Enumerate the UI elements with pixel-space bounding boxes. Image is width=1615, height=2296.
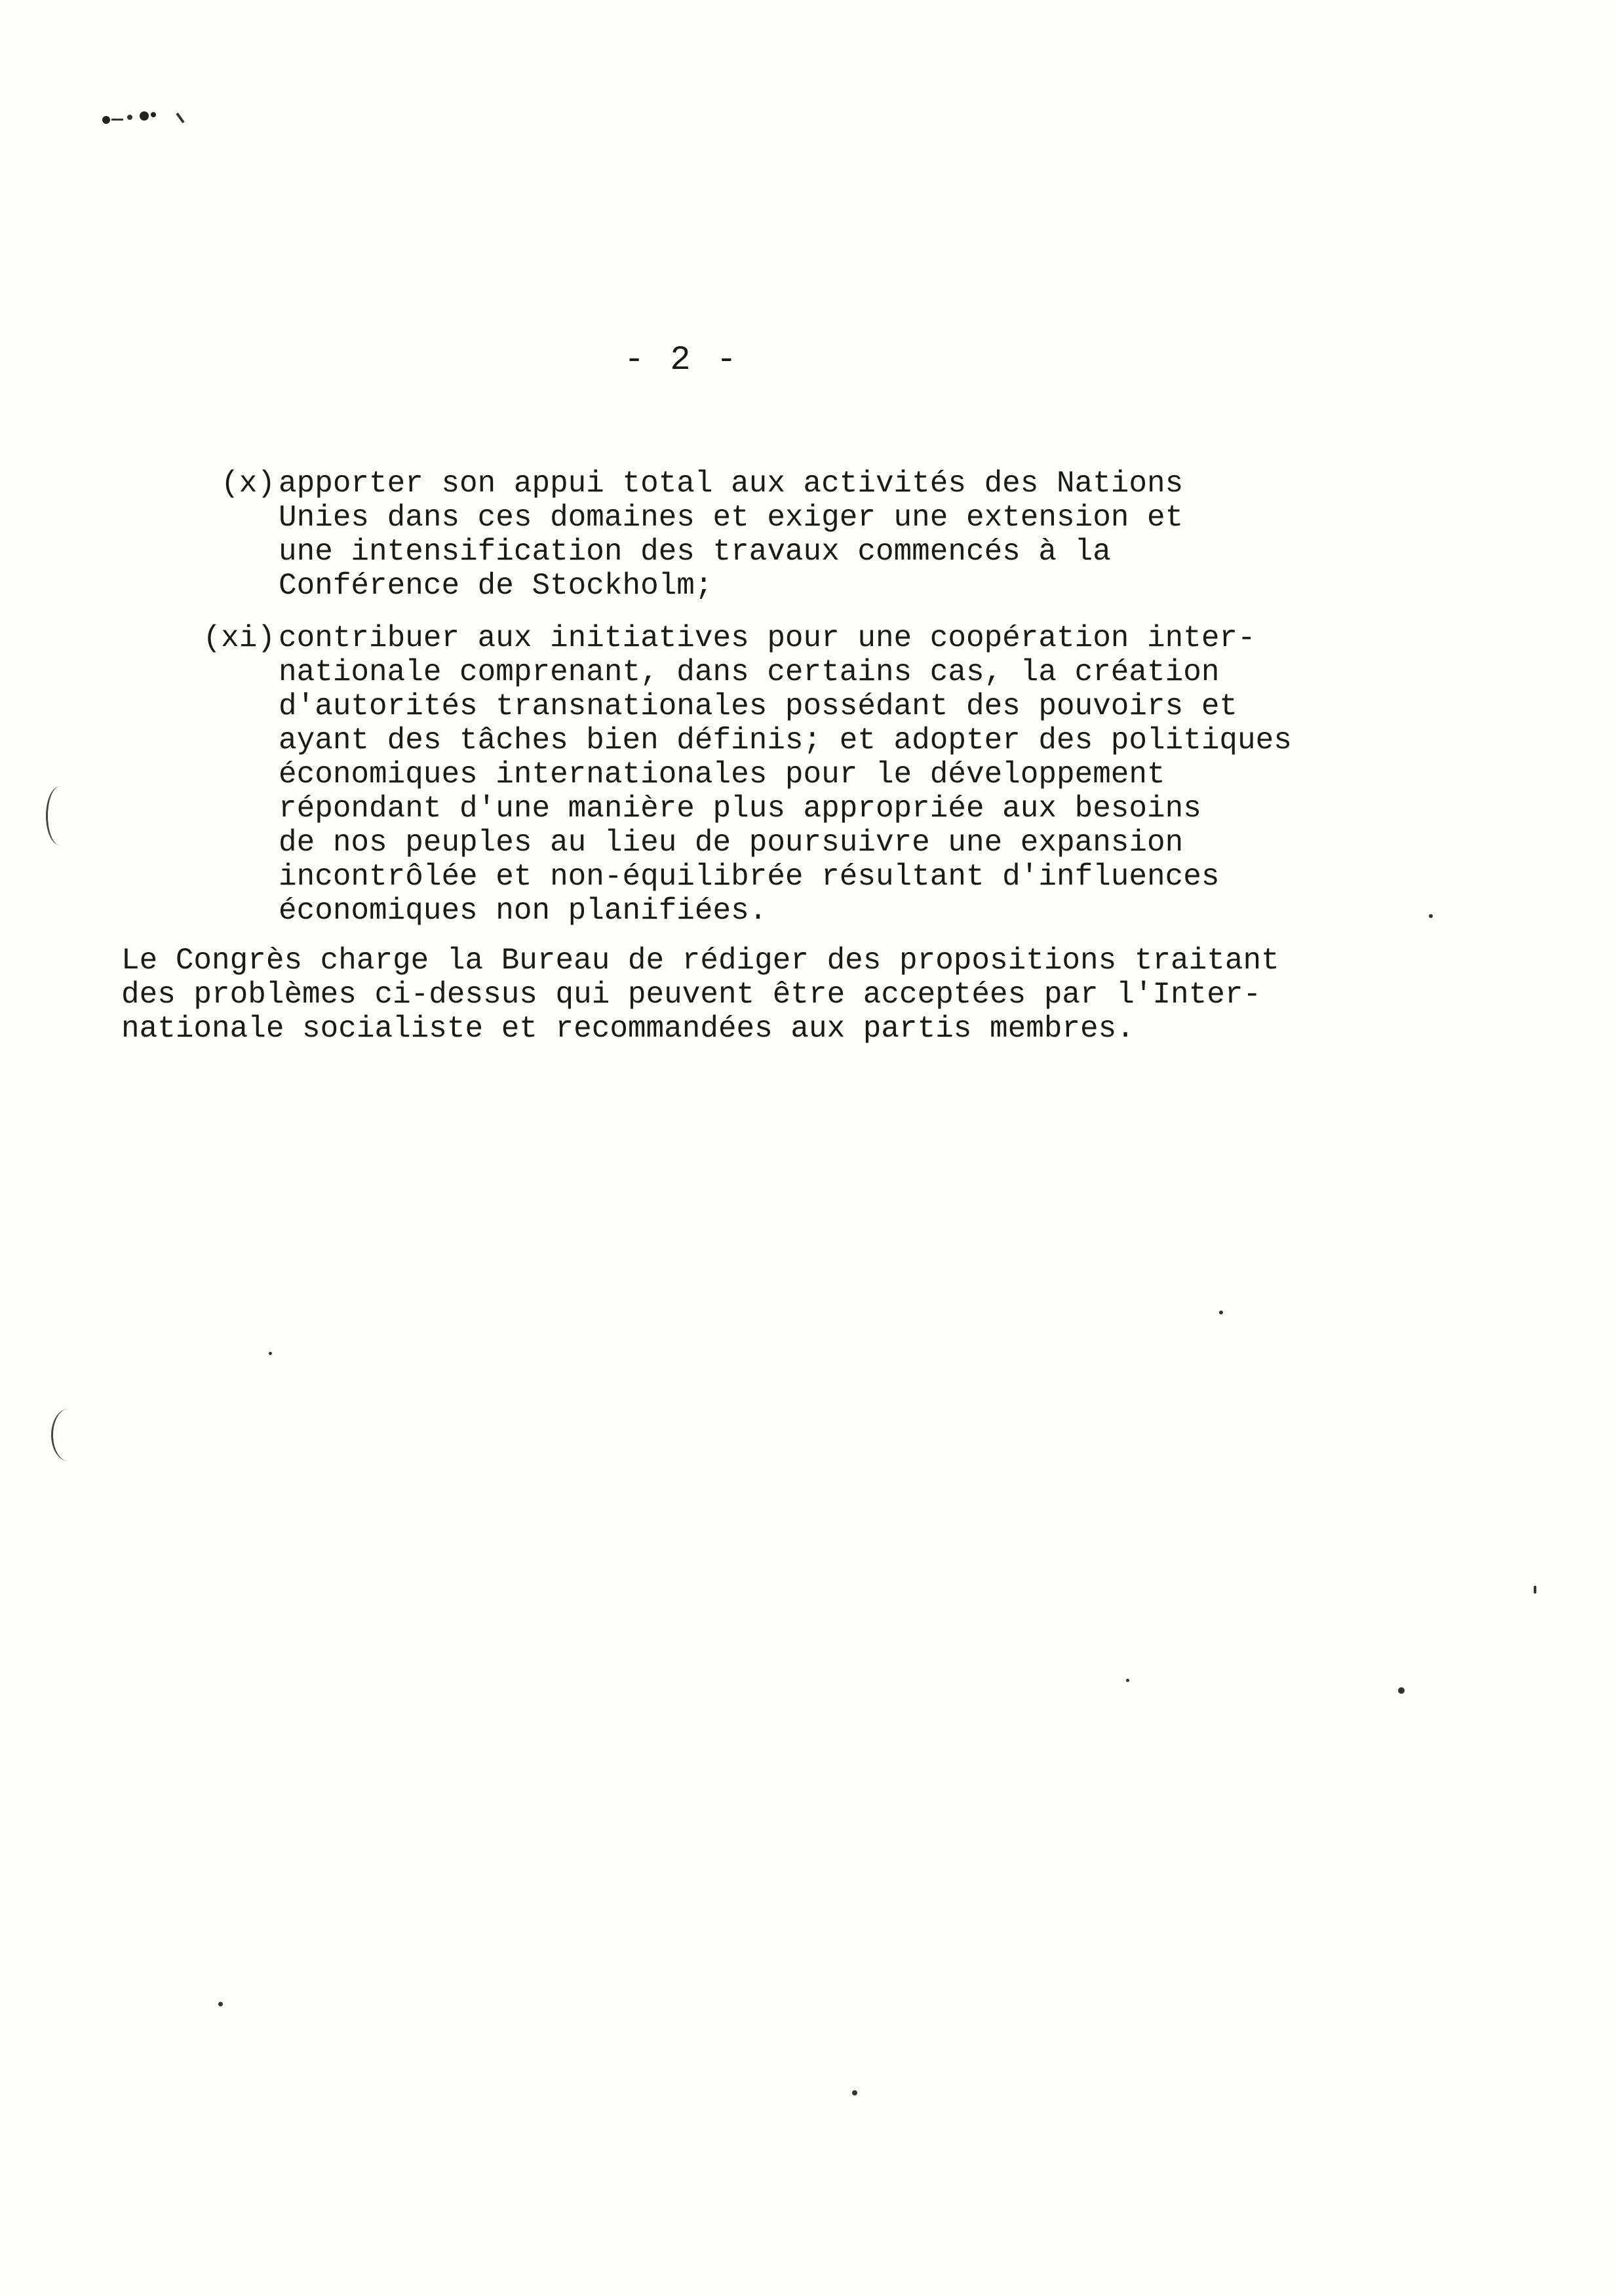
text-line: une intensification des travaux commencés à la (279, 535, 1111, 569)
list-item-label: (xi) (203, 621, 275, 655)
text-line: d'autorités transnationales possédant des pouvoirs et (279, 689, 1238, 723)
scan-speck (1429, 914, 1433, 918)
closing-paragraph (121, 944, 1498, 1046)
scan-speck (269, 1352, 272, 1355)
scan-speck (852, 2090, 857, 2095)
text-line: nationale socialiste et recommandées aux partis membres. (121, 1012, 1135, 1046)
text-line: Unies dans ces domaines et exiger une extension et (279, 501, 1184, 535)
scan-smudge-icon (98, 108, 203, 128)
scan-speck (218, 2002, 223, 2006)
text-line: Conférence de Stockholm; (279, 569, 713, 603)
page-number: - 2 - (623, 341, 740, 379)
list-item-text (279, 621, 1426, 928)
text-line: économiques internationales pour le développement (279, 757, 1165, 792)
text-line: ayant des tâches bien définis; et adopter des politiques (279, 723, 1292, 757)
scan-speck (1219, 1311, 1223, 1314)
scan-speck (1398, 1687, 1405, 1694)
text-line: incontrôlée et non-équilibrée résultant d'influences (279, 860, 1220, 894)
scan-edge-mark (46, 786, 74, 845)
text-line: Le Congrès charge la Bureau de rédiger des propositions traitant (121, 944, 1279, 978)
text-line: économiques non planifiées. (279, 894, 768, 928)
scan-edge-mark (51, 1409, 86, 1461)
list-item-text (279, 467, 1426, 603)
list-item-label: (x) (221, 467, 275, 501)
text-line: de nos peuples au lieu de poursuivre une expansion (279, 826, 1184, 860)
scan-speck (1534, 1586, 1536, 1594)
text-line: contribuer aux initiatives pour une coopération inter- (279, 621, 1256, 655)
scan-speck (1126, 1679, 1129, 1682)
text-line: nationale comprenant, dans certains cas, la création (279, 655, 1220, 689)
text-line: des problèmes ci-dessus qui peuvent être acceptées par l'Inter- (121, 978, 1262, 1012)
text-line: répondant d'une manière plus appropriée aux besoins (279, 792, 1201, 826)
text-line: apporter son appui total aux activités des Nations (279, 467, 1184, 501)
